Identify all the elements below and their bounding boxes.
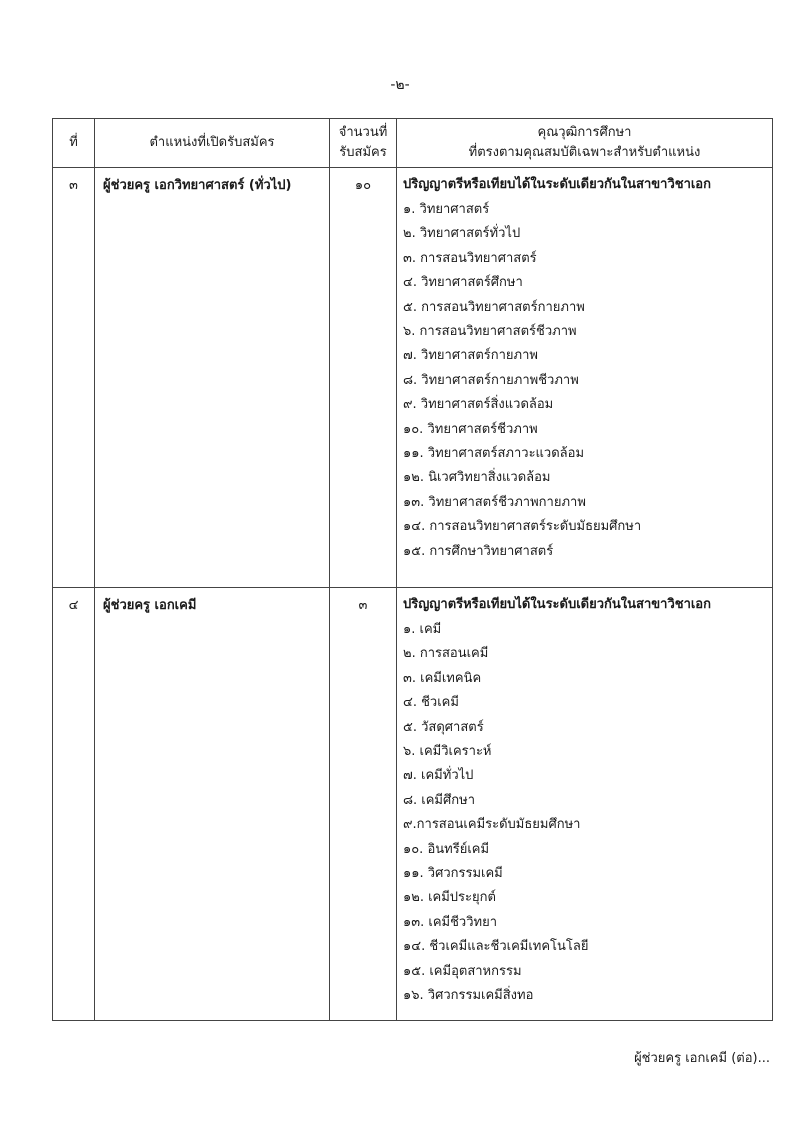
list-item: ๘. วิทยาศาสตร์กายภาพชีวภาพ	[403, 372, 579, 388]
positions-table	[52, 118, 773, 1021]
list-item: ๑๕. เคมีอุตสาหกรรม	[403, 963, 522, 979]
position-cell	[95, 168, 330, 588]
qualification-heading: ปริญญาตรีหรือเทียบได้ในระดับเดียวกันในสาขาวิชาเอก	[403, 597, 711, 612]
header-qualification	[397, 119, 773, 168]
list-item: ๑. เคมี	[403, 622, 442, 637]
list-item: ๒. การสอนเคมี	[403, 646, 489, 662]
header-count-line2: รับสมัคร	[339, 145, 387, 160]
position-title: ผู้ช่วยครู เอกวิทยาศาสตร์ (ทั่วไป)	[103, 178, 292, 193]
qualification-cell	[397, 168, 773, 588]
position-cell	[95, 588, 330, 1021]
list-item: ๕. การสอนวิทยาศาสตร์กายภาพ	[403, 299, 585, 315]
position-count: ๑๐	[354, 178, 372, 193]
list-item: ๗. เคมีทั่วไป	[403, 768, 474, 784]
list-item: ๔. วิทยาศาสตร์ศึกษา	[403, 275, 523, 291]
list-item: ๑๔. การสอนวิทยาศาสตร์ระดับมัธยมศึกษา	[403, 519, 642, 535]
list-item: ๔. ชีวเคมี	[403, 695, 459, 711]
qualification-list	[403, 198, 766, 564]
list-item: ๓. เคมีเทคนิค	[403, 670, 482, 686]
header-position: ตำแหน่งที่เปิดรับสมัคร	[95, 119, 330, 168]
table-row	[53, 168, 773, 588]
list-item: ๑๐. อินทรีย์เคมี	[403, 841, 490, 857]
list-item: ๑. วิทยาศาสตร์	[403, 202, 490, 217]
list-item: ๖. การสอนวิทยาศาสตร์ชีวภาพ	[403, 324, 577, 340]
list-item: ๑๕. การศึกษาวิทยาศาสตร์	[403, 543, 554, 559]
list-item: ๒. วิทยาศาสตร์ทั่วไป	[403, 226, 521, 242]
row-number: ๔	[68, 598, 79, 613]
list-item: ๑๔. ชีวเคมีและชีวเคมีเทคโนโลยี	[403, 939, 589, 955]
qualification-list	[403, 618, 766, 1009]
table-row	[53, 588, 773, 1021]
list-item: ๖. เคมีวิเคราะห์	[403, 744, 492, 760]
list-item: ๙.การสอนเคมีระดับมัธยมศึกษา	[403, 817, 581, 833]
row-number: ๓	[69, 178, 78, 193]
list-item: ๑๖. วิศวกรรมเคมีสิ่งทอ	[403, 988, 534, 1004]
row-number-cell	[53, 588, 95, 1021]
list-item: ๘. เคมีศึกษา	[403, 792, 475, 808]
continued-note: ผู้ช่วยครู เอกเคมี (ต่อ)...	[634, 1051, 770, 1066]
header-qual-line2: ที่ตรงตามคุณสมบัติเฉพาะสำหรับตำแหน่ง	[468, 145, 701, 160]
position-count: ๓	[358, 598, 368, 613]
row-number-cell	[53, 168, 95, 588]
list-item: ๑๓. เคมีชีววิทยา	[403, 914, 498, 930]
list-item: ๑๓. วิทยาศาสตร์ชีวภาพกายภาพ	[403, 494, 586, 510]
header-count-line1: จำนวนที่	[338, 125, 388, 140]
list-item: ๑๐. วิทยาศาสตร์ชีวภาพ	[403, 421, 538, 437]
list-item: ๑๒. เคมีประยุกต์	[403, 890, 496, 906]
header-qual-line1: คุณวุฒิการศึกษา	[537, 125, 632, 140]
header-count	[330, 119, 397, 168]
qualification-cell	[397, 588, 773, 1021]
page-number: -๒-	[390, 77, 410, 93]
list-item: ๓. การสอนวิทยาศาสตร์	[403, 250, 537, 266]
list-item: ๗. วิทยาศาสตร์กายภาพ	[403, 348, 538, 364]
list-item: ๕. วัสดุศาสตร์	[403, 719, 484, 735]
count-cell	[330, 168, 397, 588]
position-title: ผู้ช่วยครู เอกเคมี	[103, 598, 197, 613]
list-item: ๑๑. วิทยาศาสตร์สภาวะแวดล้อม	[403, 446, 585, 462]
table-header-row	[53, 119, 773, 168]
header-no: ที่	[53, 119, 95, 168]
list-item: ๙. วิทยาศาสตร์สิ่งแวดล้อม	[403, 397, 554, 413]
list-item: ๑๑. วิศวกรรมเคมี	[403, 866, 503, 882]
qualification-heading: ปริญญาตรีหรือเทียบได้ในระดับเดียวกันในสาขาวิชาเอก	[403, 177, 711, 192]
list-item: ๑๒. นิเวศวิทยาสิ่งแวดล้อม	[403, 470, 551, 486]
count-cell	[330, 588, 397, 1021]
